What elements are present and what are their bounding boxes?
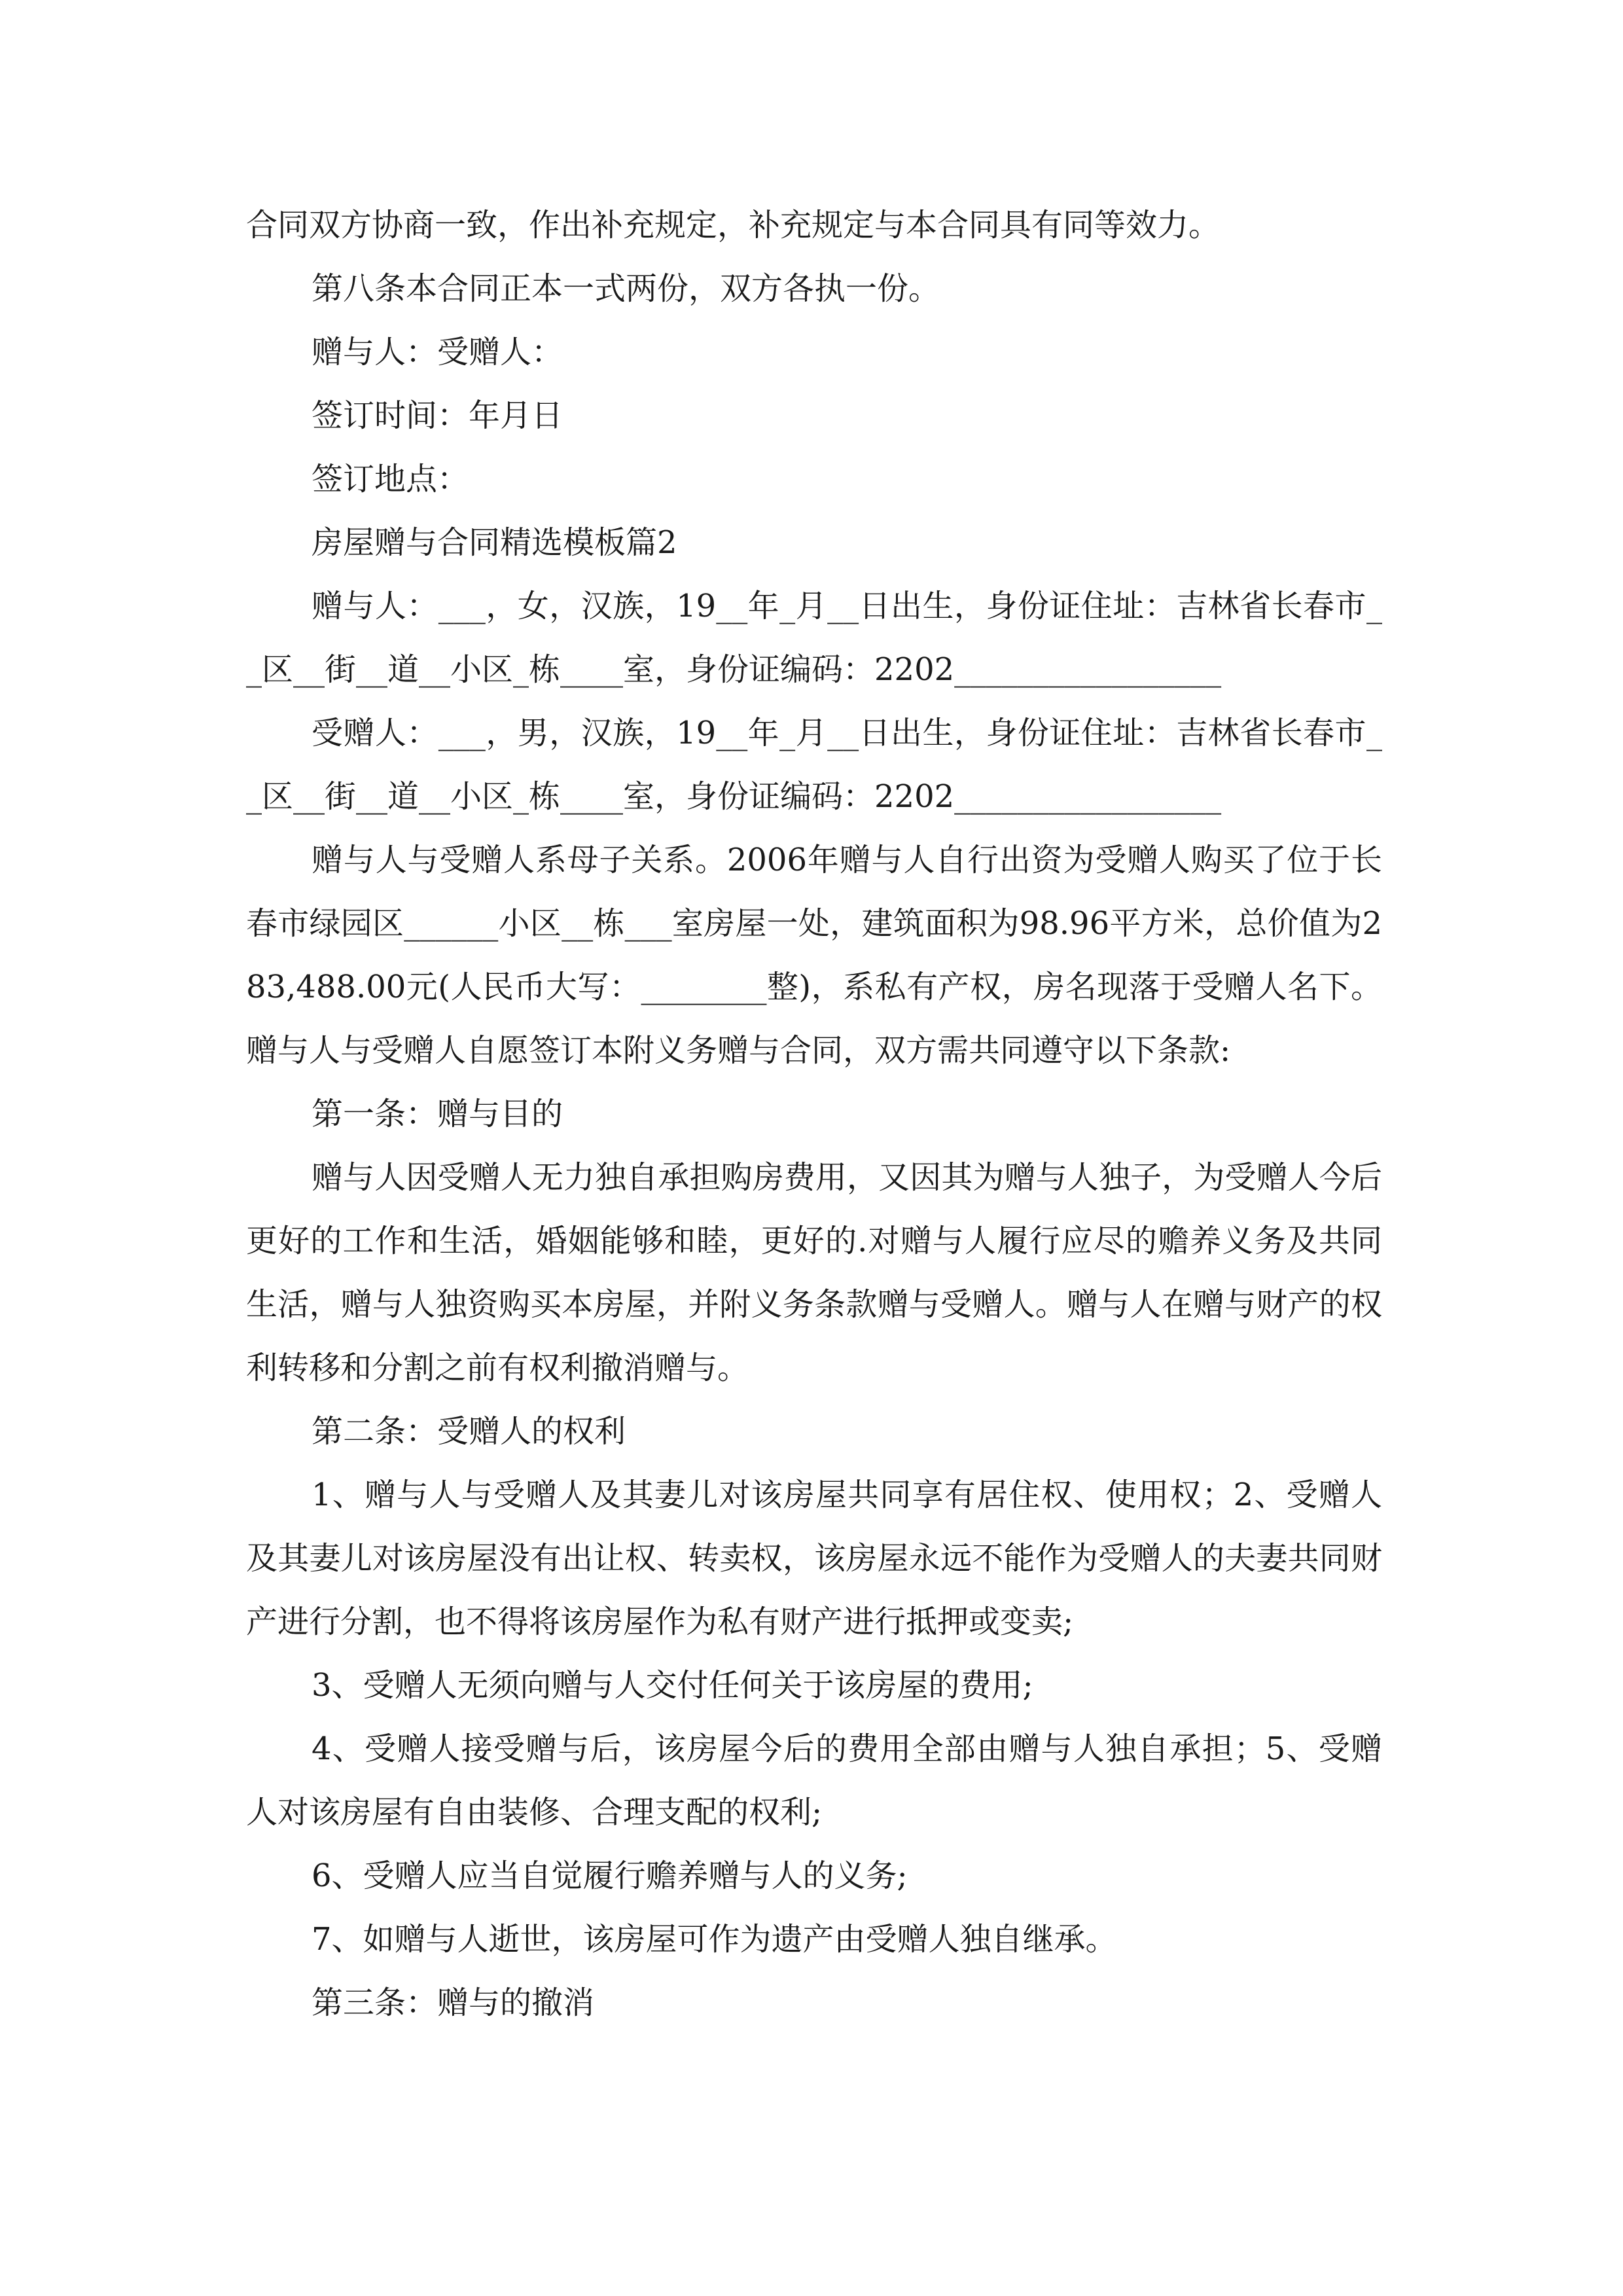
article-2-item-6: 6、受赠人应当自觉履行赡养赠与人的义务; bbox=[312, 1857, 908, 1894]
paragraph-2: 第八条本合同正本一式两份，双方各执一份。 bbox=[312, 270, 940, 307]
article-2-item-7: 7、如赠与人逝世，该房屋可作为遗产由受赠人独自继承。 bbox=[312, 1921, 1117, 1958]
paragraph-donor: 赠与人：___，女，汉族，19__年_月__日出生，身份证住址：吉林省长春市__区__街__道__小区_栋____室，身份证编码：2202_________________ bbox=[246, 588, 1382, 688]
paragraph-3: 赠与人：受赠人： bbox=[312, 334, 563, 370]
article-2-heading: 第二条：受赠人的权利 bbox=[312, 1413, 626, 1450]
paragraph-1: 合同双方协商一致，作出补充规定，补充规定与本合同具有同等效力。 bbox=[246, 207, 1221, 243]
paragraph-4: 签订时间：年月日 bbox=[312, 397, 563, 434]
paragraph-relationship: 赠与人与受赠人系母子关系。2006年赠与人自行出资为受赠人购买了位于长春市绿园区______小区__栋___室房屋一处，建筑面积为98.96平方米，总价值为283,488.00元(人民币大写：________整)，系私有产权，房名现落于受赠人名下。赠与人与受赠人自愿签订本附义务赠与合同，双方需共同遵守以下条款: bbox=[246, 842, 1382, 1069]
paragraph-5: 签订地点： bbox=[312, 461, 469, 497]
article-3-heading: 第三条：赠与的撤消 bbox=[312, 1984, 595, 2021]
article-1-heading: 第一条：赠与目的 bbox=[312, 1096, 563, 1132]
article-2-item-1-2: 1、赠与人与受赠人及其妻儿对该房屋共同享有居住权、使用权；2、受赠人及其妻儿对该房屋没有出让权、转卖权，该房屋永远不能作为受赠人的夫妻共同财产进行分割，也不得将该房屋作为私有财产进行抵押或变卖; bbox=[246, 1477, 1382, 1640]
article-2-item-4-5: 4、受赠人接受赠与后，该房屋今后的费用全部由赠与人独自承担；5、受赠人对该房屋有自由装修、合理支配的权利; bbox=[246, 1731, 1382, 1831]
article-1-body: 赠与人因受赠人无力独自承担购房费用，又因其为赠与人独子，为受赠人今后更好的工作和生活，婚姻能够和睦，更好的.对赠与人履行应尽的赡养义务及共同生活，赠与人独资购买本房屋，并附义务条款赠与受赠人。赠与人在赠与财产的权利转移和分割之前有权利撤消赠与。 bbox=[246, 1159, 1382, 1386]
article-2-item-3: 3、受赠人无须向赠与人交付任何关于该房屋的费用; bbox=[312, 1667, 1033, 1704]
section-title: 房屋赠与合同精选模板篇2 bbox=[312, 524, 677, 561]
document-body bbox=[246, 194, 1382, 2035]
paragraph-donee: 受赠人：___，男，汉族，19__年_月__日出生，身份证住址：吉林省长春市__区__街__道__小区_栋____室，身份证编码：2202_________________ bbox=[246, 715, 1382, 815]
